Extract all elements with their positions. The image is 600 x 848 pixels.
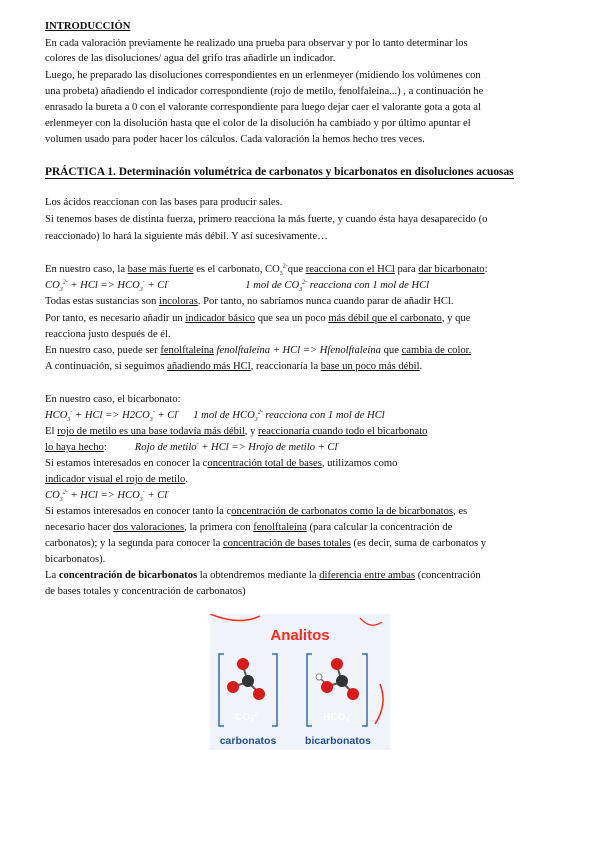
intro-line: Luego, he preparado las disoluciones correspondientes en un erlenmeyer (midiendo los volúmenes con <box>45 70 481 81</box>
carbonate-caption: carbonatos <box>219 735 277 747</box>
practica-title: . Determinación volumétrica de carbonatos y bicarbonatos en disoluciones acuosas <box>113 166 514 178</box>
figure-title: Analitos <box>270 627 330 644</box>
intro-line: erlenmeyer con la disolución hasta que el color de la disolución ha cambiado y por último apuntar el <box>45 118 471 129</box>
equation-line: $HCO_3^-$ + HCl => $H2CO_3^- + Cl^-$ 1 mol de $HCO_3^{2-}$ reacciona con 1 mol de HCl <box>45 409 385 424</box>
body-line: El rojo de metilo es una base todavía más débil, y reaccionaría cuando todo el bicarbonato <box>45 426 428 437</box>
body-line: A continuación, si seguimos añadiendo más HCl, reaccionaría la base un poco más débil. <box>45 361 423 372</box>
intro-heading: INTRODUCCIÓN <box>45 21 131 32</box>
body-line: Todas estas sustancias son incoloras. Por tanto, no sabríamos nunca cuando parar de añadir HCl. <box>45 296 454 307</box>
bicarbonate-caption: bicarbonatos <box>305 735 371 747</box>
bicarbonate-formula: $HCO_3^-$ <box>323 712 351 724</box>
accent-arc <box>360 618 382 625</box>
carbonate-molecule <box>227 658 265 700</box>
practica-label: PRÁCTICA 1 <box>45 166 114 178</box>
body-line: En nuestro caso, el bicarbonato: <box>45 394 181 405</box>
bracket-left <box>307 654 312 726</box>
body-line: Si estamos interesados en conocer la concentración total de bases, utilizamos como <box>45 458 398 469</box>
body-line: Si estamos interesados en conocer tanto la concentración de carbonatos como la de bicarbonatos, es <box>45 506 468 517</box>
analitos-figure <box>210 614 390 750</box>
intro-line: volumen usado para poder hacer los cálculos. Cada valoración la hemos hecho tres veces. <box>45 134 425 145</box>
body-line: Los ácidos reaccionan con las bases para producir sales. <box>45 197 283 208</box>
carbonate-formula: $CO_3^{2-}$ <box>235 712 259 724</box>
body-line: necesario hacer dos valoraciones, la primera con fenolftaleína (para calcular la concentración de <box>45 522 453 533</box>
accent-arc <box>375 684 383 724</box>
body-line: lo haya hecho: Rojo de metilo- + HCl => Hrojo de metilo + Cl- <box>45 441 340 453</box>
bracket-left <box>219 654 224 726</box>
intro-line: colores de las disoluciones/ agua del grifo tras añadirle un indicador. <box>45 53 336 64</box>
body-line: reacciona justo después de él. <box>45 329 171 340</box>
bracket-right <box>272 654 277 726</box>
body-line: de bases totales y concentración de carbonatos) <box>45 586 246 597</box>
intro-line: En cada valoración previamente he realizado una prueba para observar y por lo tanto determinar los <box>45 38 468 49</box>
body-line: La concentración de bicarbonatos la obtendremos mediante la diferencia entre ambas (concentración <box>45 570 481 581</box>
body-line: Por tanto, es necesario añadir un indicador básico que sea un poco más débil que el carbonato, y que <box>45 313 471 324</box>
equation-line: $CO_3^{2-}$ + HCl => $HCO_3^- + Cl^-$ 1 mol de $CO_3^{2-}$ reacciona con 1 mol de HCl <box>45 279 430 294</box>
body-line: carbonatos); y la segunda para conocer la concentración de bases totales (es decir, suma de carbonatos y <box>45 538 487 549</box>
bicarbonate-molecule <box>316 658 359 700</box>
analitos-illustration <box>210 614 390 750</box>
intro-line: enrasado la bureta a 0 con el valorante correspondiente para luego dejar caer el valorante gota a gota al <box>45 102 481 113</box>
intro-line: una probeta) añadiendo el indicador correspondiente (rojo de metilo, fenolfaleína...) , a continuación he <box>45 86 484 97</box>
body-line: Si tenemos bases de distinta fuerza, primero reacciona la más fuerte, y cuando ésta haya desaparecido (o <box>45 214 488 225</box>
body-line: indicador visual el rojo de metilo. <box>45 474 188 485</box>
body-line: bicarbonatos). <box>45 554 106 565</box>
body-line: En nuestro caso, la base más fuerte es el carbonato, $CO_3^{2-}que$ reacciona con el HCl para dar bicarbonato: <box>45 263 488 278</box>
practica-heading <box>45 166 514 178</box>
equation-line: $CO_3^{2-}$ + HCl => $HCO_3^- + Cl^-$ <box>45 489 170 504</box>
accent-arc <box>210 614 260 621</box>
body-line: En nuestro caso, puede ser fenolftaleína fenolftaleína + HCl => Hfenolftaleína que cambia de color. <box>45 345 472 356</box>
body-line: reaccionado) lo hará la siguiente más débil. Y así sucesivamente… <box>45 231 328 242</box>
bracket-right <box>362 654 367 726</box>
